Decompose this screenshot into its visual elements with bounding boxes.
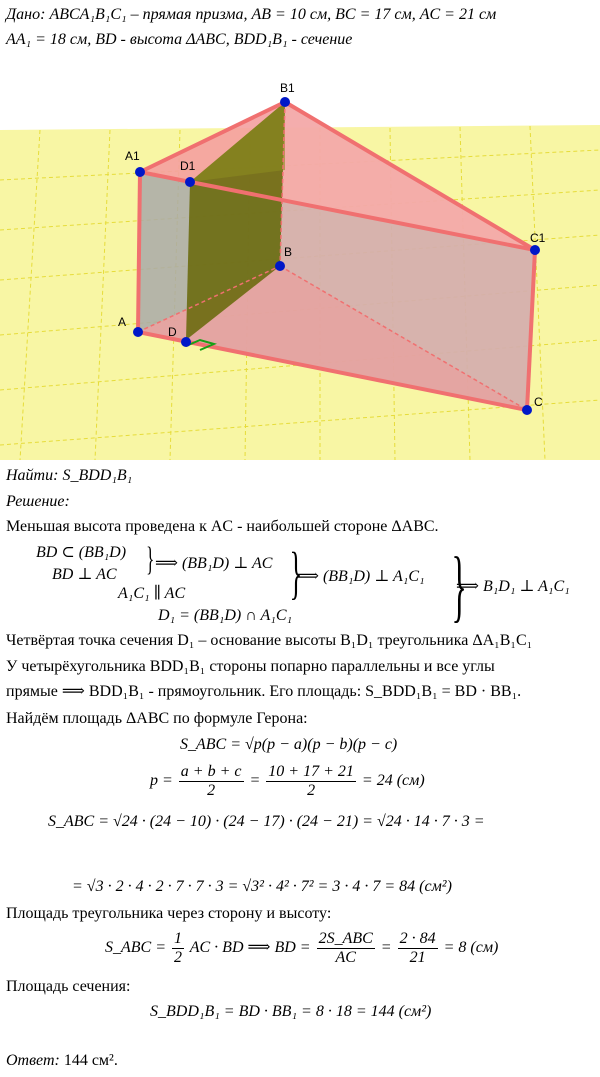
given-line-2: AA₁ = 18 см, BD - высота ΔABC, BDD₁B₁ - сечение	[6, 31, 353, 48]
brace-3: }	[451, 542, 467, 630]
solution-label: Решение:	[6, 493, 70, 510]
area-calc-2: = √3 · 2 · 4 · 2 · 7 · 7 · 3 = √3² · 4² · 7² = 3 · 4 · 7 = 84 (см²)	[72, 878, 452, 895]
find-line: Найти: S_BDD₁B₁	[6, 467, 133, 484]
prism-figure	[0, 70, 600, 460]
sys-e: ⟹ (BB₁D) ⊥ A₁C₁	[296, 568, 425, 585]
area-calc-1: S_ABC = √24 · (24 − 10) · (24 − 17) · (24 − 21) = √24 · 14 · 7 · 3 =	[48, 813, 485, 830]
label-c1: C1	[530, 231, 546, 245]
answer-line: Ответ: 144 см².	[6, 1052, 118, 1069]
label-a1: A1	[125, 149, 140, 163]
paragraph-2: У четырёхугольника BDD₁B₁ стороны попарно параллельны и все углы	[6, 658, 495, 675]
sys-b: BD ⊥ AC	[52, 566, 117, 583]
paragraph-3: прямые ⟹ BDD₁B₁ - прямоугольник. Его площадь: S_BDD₁B₁ = BD · BB₁.	[6, 683, 522, 700]
paragraph-5: Площадь треугольника через сторону и высоту:	[6, 905, 332, 922]
section-area: S_BDD₁B₁ = BD · BB₁ = 8 · 18 = 144 (см²)	[150, 1003, 432, 1020]
paragraph-1: Четвёртая точка сечения D₁ – основание высоты B₁D₁ треугольника ΔA₁B₁C₁	[6, 632, 533, 649]
label-b1: B1	[280, 81, 295, 95]
label-a: A	[118, 315, 127, 329]
label-c: C	[534, 395, 543, 409]
p-formula: p = $\frac{a + b + c}{2}$ = $\frac{10 + 17 + 21}{2}$ = 24 (см)	[150, 763, 425, 799]
paragraph-6: Площадь сечения:	[6, 978, 131, 995]
paragraph-4: Найдём площадь ΔABC по формуле Герона:	[6, 710, 308, 727]
brace-1: }	[146, 541, 155, 578]
sys-g: ⟹ B₁D₁ ⊥ A₁C₁	[456, 578, 570, 595]
solution-line-1: Меньшая высота проведена к AC - наибольшей стороне ΔABC.	[6, 518, 439, 535]
brace-2: }	[289, 540, 303, 605]
label-d1: D1	[180, 159, 196, 173]
label-b: B	[284, 245, 293, 259]
sys-c: ⟹ (BB₁D) ⊥ AC	[155, 555, 273, 572]
sys-a: BD ⊂ (BB₁D)	[36, 544, 127, 561]
bd-formula: S_ABC = $\frac{1}{2}$ AC · BD ⟹ BD = $\frac{\text{2S\_ABC}}{AC}$ = $\frac{2 \cdot 84}{21}$ = 8 (см)	[105, 930, 499, 966]
label-d: D	[168, 325, 177, 339]
sys-f: D₁ = (BB₁D) ∩ A₁C₁	[158, 607, 293, 624]
sys-d: A₁C₁ ∥ AC	[118, 585, 186, 602]
heron-formula: S_ABC = √p(p − a)(p − b)(p − c)	[180, 736, 398, 753]
given-line-1: Дано: ABCA₁B₁C₁ – прямая призма, AB = 10 см, BC = 17 см, AC = 21 см	[6, 6, 497, 23]
